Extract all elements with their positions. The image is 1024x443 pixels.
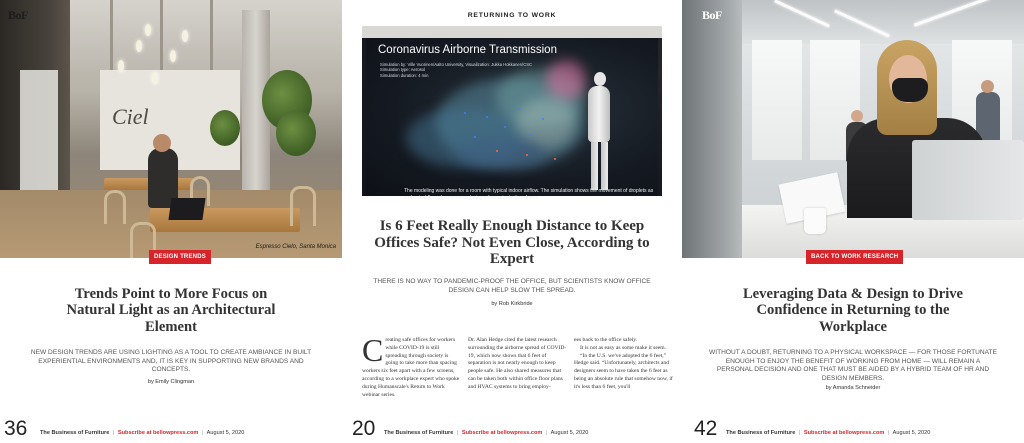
byline: by Amanda Schneider (825, 385, 881, 391)
article-deck: NEW DESIGN TRENDS ARE USING LIGHTING AS A TOOL TO CREATE AMBIANCE IN BUILT EXPERIENTIAL ENVIRONMENTS AND, IT IS KEY IN SUPPORTING NEW BRANDS AND CONCEPTS. (30, 349, 312, 374)
page-20[interactable] (342, 0, 682, 443)
subscribe-link[interactable]: Subscribe at bellowpress.com (461, 430, 543, 436)
mug (804, 208, 826, 234)
byline: by Emily Clingman (147, 379, 195, 385)
drop-cap: C (362, 332, 384, 368)
subscribe-link[interactable]: Subscribe at bellowpress.com (803, 430, 885, 436)
section-kicker: RETURNING TO WORK (467, 12, 557, 19)
cafe-sign: Ciel (112, 104, 149, 129)
page-number: 20 (352, 417, 376, 440)
byline: by Rob Kirkbride (491, 301, 533, 307)
brand-logo: BoF (8, 8, 28, 22)
page-number: 36 (4, 417, 28, 440)
page-36[interactable] (0, 0, 342, 443)
mannequin (594, 72, 606, 86)
page-footer: 36 The Business of Furniture | Subscribe at bellowpress.com | August 5, 2020 (4, 417, 245, 440)
body-column-1: Creating safe offices for workers while COVID-19 is still spreading through society is going to take more than spacing workers six feet apart with a few screens, according to a workplace expert who spoke during Humanscale's Return to Work webinar series. (362, 332, 460, 398)
page-footer: 42 The Business of Furniture | Subscribe at bellowpress.com | August 5, 2020 (694, 417, 931, 440)
article-deck: THERE IS NO WAY TO PANDEMIC-PROOF THE OFFICE, BUT SCIENTISTS KNOW OFFICE DESIGN CAN HELP SLOW THE SPREAD. (373, 278, 651, 294)
page-number: 42 (694, 417, 718, 440)
page-footer: 20 The Business of Furniture | Subscribe at bellowpress.com | August 5, 2020 (352, 417, 589, 440)
monitor (912, 140, 1024, 220)
brand-logo: BoF (702, 8, 722, 22)
article-headline[interactable]: Leveraging Data & Design to Drive Confidence in Returning to the Workplace (742, 286, 964, 335)
body-column-3: ees back to the office safely. It is not as easy as some make it seem. “In the U.S. we've adopted the 6 feet,” Hedge said. “Unfortunately, architects and designers seem to have taken the 6 feet as being an absolute rule that somehow now, if it's less than 6 feet, you'll (574, 337, 673, 390)
article-headline[interactable]: Trends Point to More Focus on Natural Light as an Architectural Element (66, 286, 276, 335)
simulation-photo (362, 26, 662, 201)
laptop (168, 198, 205, 220)
cafe-photo (0, 0, 342, 258)
body-column-2: Dr. Alan Hedge cited the latest research surrounding the airborne spread of COVID-19, which now shows that 6 feet of separation is not nearly enough to keep people safe. He also shared measures that can be taken both within office floor plans and HVAC systems to bring employ- (468, 337, 567, 390)
simulation-meta: Simulation by: Ville Vuorinen/Aalto University, Visualization: Jukka Hokkanen/CSC Simulation type: Aerosol Simulation duration: 4 min (380, 62, 533, 78)
section-tag[interactable]: BACK TO WORK RESEARCH (806, 250, 903, 264)
subscribe-link[interactable]: Subscribe at bellowpress.com (117, 430, 199, 436)
office-photo (682, 0, 1024, 258)
photo-caption: Espresso Cielo, Santa Monica (255, 244, 336, 250)
face-mask (892, 78, 928, 102)
article-headline[interactable]: Is 6 Feet Really Enough Distance to Keep Offices Safe? Not Even Close, According to Expert (374, 218, 650, 268)
article-deck: WITHOUT A DOUBT, RETURNING TO A PHYSICAL WORKSPACE — FOR THOSE FORTUNATE ENOUGH TO ENJOY THE BENEFIT OF WORKING FROM HOME — WILL REMAIN A PERSONAL DECISION AND ONE THAT MUST BE AIDED BY A HYBRID TEAM OF HR AND DESIGN MEMBERS. (709, 349, 997, 382)
section-tag[interactable]: DESIGN TRENDS (149, 250, 211, 264)
page-42[interactable] (682, 0, 1024, 443)
simulation-caption: The modeling was done for a room with typical indoor airflow. The simulation shows the movement of droplets as a physical flow phenomenon during a four-minute time frame. (404, 188, 654, 201)
simulation-title: Coronavirus Airborne Transmission (378, 44, 557, 56)
